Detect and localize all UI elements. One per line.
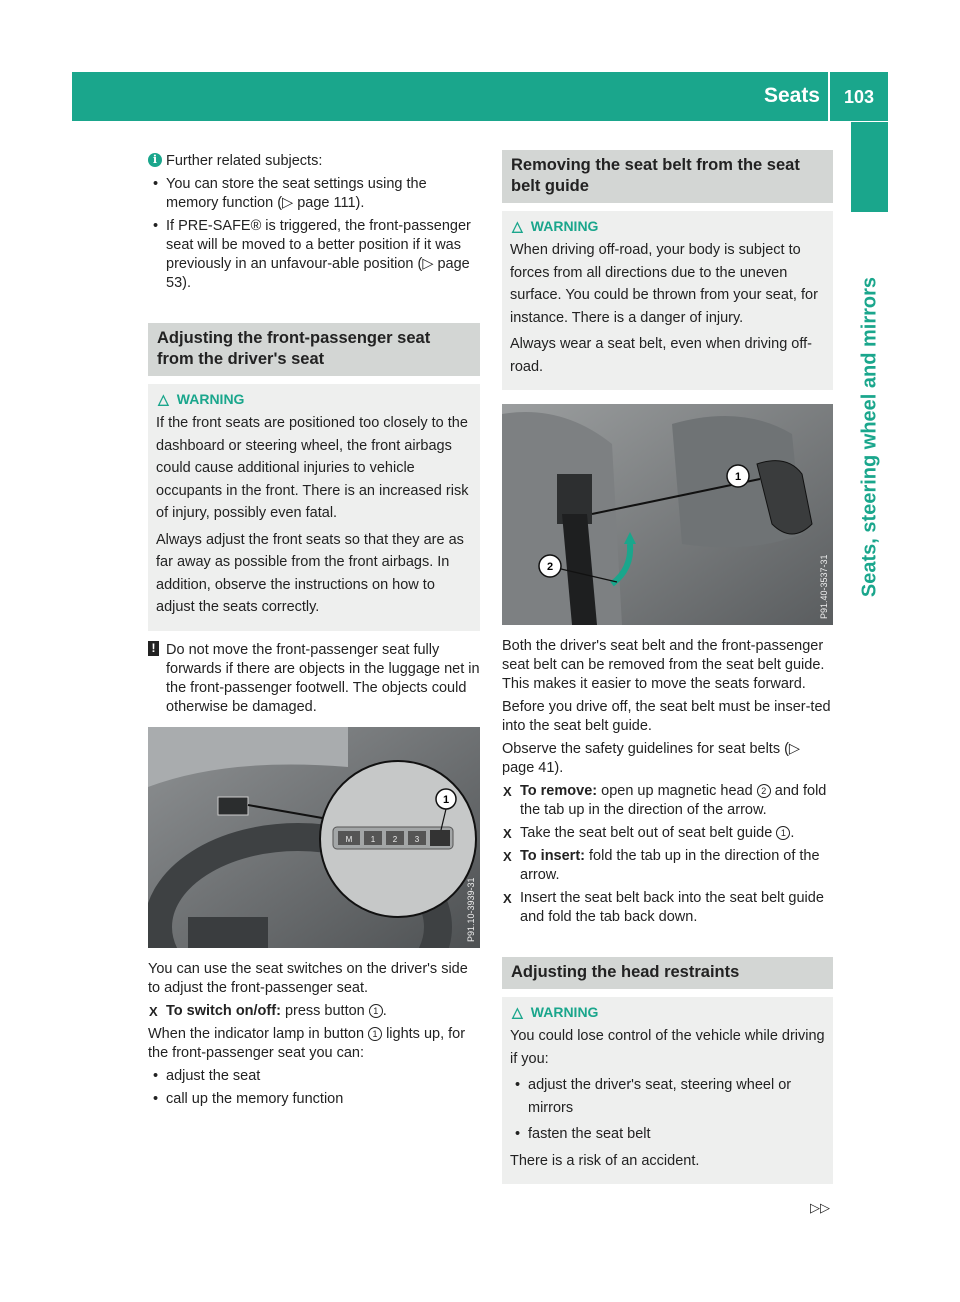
- continued-arrow-icon: ▷▷: [810, 1200, 830, 1215]
- seat-belt-guide-illustration: [502, 404, 833, 625]
- side-tab: [851, 212, 888, 662]
- warning-bullet: • adjust the driver's seat, steering wheel or mirrors: [510, 1074, 825, 1119]
- warning-box: [502, 211, 833, 390]
- step-insert-back: X Insert the seat belt back into the seat belt guide and fold the tab back down.: [502, 889, 833, 927]
- step-take-out: X Take the seat belt out of seat belt guide 1 .: [502, 824, 833, 843]
- warning-text: If the front seats are positioned too closely to the dashboard or steering wheel, the front airbags could cause additional injuries to vehicle occupants in the front. There is an increased risk of injury, possibly even fatal.: [156, 415, 469, 521]
- header-divider: [828, 72, 830, 121]
- note-exclamation-icon: !: [148, 641, 159, 656]
- list-item: • call up the memory function: [148, 1090, 480, 1109]
- warning-bullet: • fasten the seat belt: [510, 1123, 825, 1146]
- button-1-ref: 1: [369, 1004, 383, 1018]
- warning-text: Always wear a seat belt, even when driving off-road.: [510, 336, 812, 375]
- warning-text: Always adjust the front seats so that they are as far away as possible from the front airbags. In addition, observe the instructions on how to adjust the seats correctly.: [156, 531, 464, 615]
- warning-text: You could lose control of the vehicle while driving if you:: [510, 1028, 825, 1067]
- image-code: P91.10-3939-31: [466, 876, 476, 942]
- warning-triangle-icon: △: [158, 391, 169, 407]
- left-column: [148, 152, 480, 1113]
- magnetic-head-2-ref: 2: [757, 784, 771, 798]
- warning-box: [502, 997, 833, 1184]
- info-icon: i: [148, 153, 162, 167]
- memory-button-M: M: [345, 834, 353, 844]
- paragraph: Both the driver's seat belt and the front-passenger seat belt can be removed from the seat belt guide. This makes it easier to move the seats forward.: [502, 638, 825, 692]
- paragraph: Before you drive off, the seat belt must be inser-ted into the seat belt guide.: [502, 699, 831, 734]
- warning-title: △ WARNING: [512, 218, 599, 234]
- step-switch: X To switch on/off: press button 1 .: [148, 1002, 480, 1021]
- section-heading: Adjusting the head restraints: [502, 957, 833, 989]
- list-item: • adjust the seat: [148, 1067, 480, 1086]
- note: ! Do not move the front-passenger seat fully forwards if there are objects in the luggage net in the front-passenger footwell. The objects could otherwise be damaged.: [148, 641, 480, 717]
- callout-1: 1: [734, 471, 742, 483]
- paragraph: Observe the safety guidelines for seat belts (▷ page 41).: [502, 741, 801, 776]
- warning-box: [148, 384, 480, 631]
- page-number: 103: [843, 87, 874, 107]
- seat-switch-illustration: [148, 727, 480, 948]
- seat-belt-guide-image: [502, 404, 833, 625]
- warning-triangle-icon: △: [512, 218, 523, 234]
- section-heading: Removing the seat belt from the seat belt guide: [502, 150, 833, 203]
- memory-button-3: 3: [414, 834, 420, 844]
- warning-text: When driving off-road, your body is subject to forces from all directions due to the uneven surface. You could be thrown from your seat, for instance. There is a danger of injury.: [510, 242, 818, 326]
- section-heading: Adjusting the front-passenger seat from the driver's seat: [148, 323, 480, 376]
- callout-2: 2: [546, 561, 554, 573]
- memory-button-row: [338, 830, 450, 846]
- warning-title: △ WARNING: [512, 1004, 599, 1020]
- callout-1: 1: [442, 793, 450, 806]
- side-tab-label: Seats, steering wheel and mirrors: [858, 276, 880, 598]
- info-bullet: • If PRE-SAFE® is triggered, the front-passenger seat will be moved to a better position if it was previously in an unfavour-able position (▷ page 53).: [148, 217, 480, 293]
- paragraph: When the indicator lamp in button 1 lights up, for the front-passenger seat you can:: [148, 1025, 466, 1061]
- step-insert: X To insert: fold the tab up in the direction of the arrow.: [502, 847, 833, 885]
- warning-text: There is a risk of an accident.: [510, 1152, 700, 1169]
- memory-button-1: 1: [370, 834, 376, 844]
- button-1-ref: 1: [368, 1027, 382, 1041]
- side-tab-marker: [851, 122, 888, 212]
- right-column: [502, 150, 833, 1194]
- warning-triangle-icon: △: [512, 1004, 523, 1020]
- step-remove: X To remove: open up magnetic head 2 and fold the tab up in the direction of the arrow.: [502, 782, 833, 820]
- image-code: P91.40-3537-31: [819, 554, 829, 619]
- warning-title: △ WARNING: [158, 391, 245, 407]
- seat-switch-image: [148, 727, 480, 948]
- header-title: Seats: [763, 84, 820, 107]
- info-title: i Further related subjects:: [148, 152, 480, 171]
- info-bullet: • You can store the seat settings using the memory function (▷ page 111).: [148, 175, 480, 213]
- paragraph: You can use the seat switches on the driver's side to adjust the front-passenger seat.: [148, 960, 468, 996]
- belt-guide-1-ref: 1: [776, 826, 790, 840]
- page-header: [72, 72, 888, 121]
- memory-button-2: 2: [392, 834, 398, 844]
